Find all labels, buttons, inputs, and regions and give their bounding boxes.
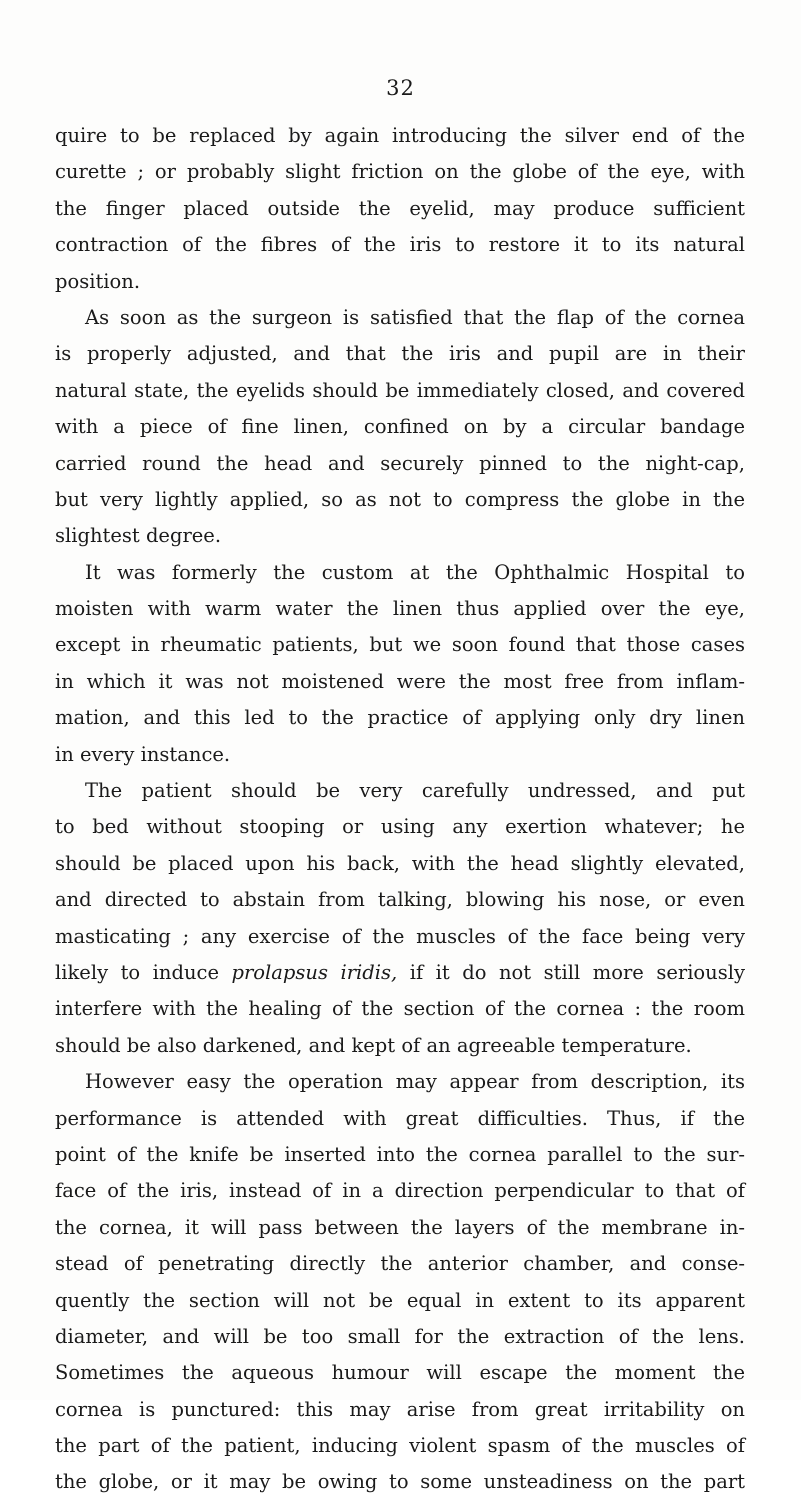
text-line: mation, and this led to the practice of applying only dry linen — [55, 706, 745, 730]
text-line: carried round the head and securely pinned to the night-cap, — [55, 451, 745, 475]
text-line: in which it was not moistened were the most free from inflam- — [55, 669, 745, 693]
text-line: curette ; or probably slight friction on the globe of the eye, with — [55, 160, 745, 184]
text-line: should be placed upon his back, with the head slightly elevated, — [55, 851, 745, 875]
body-text — [55, 118, 745, 1501]
text-line: the part of the patient, inducing violent spasm of the muscles of — [55, 1434, 745, 1458]
page-number: 32 — [386, 76, 415, 100]
text-line: The patient should be very carefully undressed, and put — [85, 779, 745, 803]
text-line: natural state, the eyelids should be immediately closed, and covered — [55, 378, 745, 402]
text-line: quently the section will not be equal in extent to its apparent — [55, 1288, 745, 1312]
text-line-with-italic — [55, 955, 745, 991]
text-line: cornea is punctured: this may arise from great irritability on — [55, 1397, 745, 1421]
text-line: is properly adjusted, and that the iris and pupil are in their — [55, 342, 745, 366]
text-line: diameter, and will be too small for the extraction of the lens. — [55, 1324, 745, 1348]
text-line: point of the knife be inserted into the cornea parallel to the sur- — [55, 1142, 745, 1166]
text-line: with a piece of fine linen, confined on by a circular bandage — [55, 415, 745, 439]
text-line: face of the iris, instead of in a direction perpendicular to that of — [55, 1179, 745, 1203]
text-line: except in rheumatic patients, but we soon found that those cases — [55, 633, 745, 657]
text-line: slightest degree. — [55, 524, 222, 548]
text-line: but very lightly applied, so as not to compress the globe in the — [55, 487, 745, 511]
text-line: should be also darkened, and kept of an agreeable temperature. — [55, 1033, 692, 1057]
text-line: to bed without stooping or using any exertion whatever; he — [55, 815, 745, 839]
text-line: As soon as the surgeon is satisfied that the flap of the cornea — [85, 305, 745, 329]
text-line: quire to be replaced by again introducing the silver end of the — [55, 124, 745, 147]
text-line: the finger placed outside the eyelid, may produce sufficient — [55, 196, 745, 220]
text-line: position. — [55, 269, 141, 293]
text-line: masticating ; any exercise of the muscles of the face being very — [55, 924, 745, 948]
text-line: stead of penetrating directly the anterior chamber, and conse- — [55, 1252, 745, 1276]
text-line: moisten with warm water the linen thus applied over the eye, — [55, 597, 745, 621]
text-line: in every instance. — [55, 742, 231, 766]
text-line: the globe, or it may be owing to some unsteadiness on the part — [55, 1470, 745, 1494]
italic-term: prolapsus iridis, — [231, 960, 398, 984]
text-segment: if it do not still more seriously — [397, 960, 745, 984]
text-line: interfere with the healing of the section of the cornea : the room — [55, 997, 745, 1021]
text-line: and directed to abstain from talking, blowing his nose, or even — [55, 888, 745, 912]
text-line: performance is attended with great difficulties. Thus, if the — [55, 1106, 745, 1130]
text-line: However easy the operation may appear from description, its — [85, 1070, 745, 1094]
text-segment: likely to induce — [55, 960, 232, 984]
text-line: contraction of the fibres of the iris to restore it to its natural — [55, 233, 745, 257]
text-line: Sometimes the aqueous humour will escape the moment the — [55, 1361, 745, 1385]
text-line: the cornea, it will pass between the layers of the membrane in- — [55, 1215, 745, 1239]
text-line: It was formerly the custom at the Ophthalmic Hospital to — [85, 560, 745, 584]
